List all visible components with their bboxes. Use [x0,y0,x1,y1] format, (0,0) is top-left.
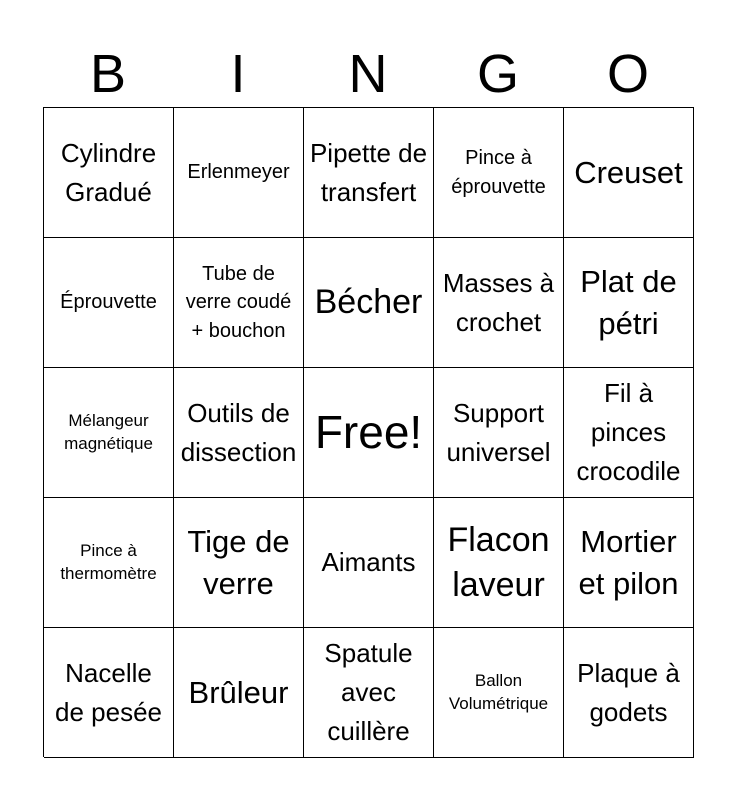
cell-label: Outils de dissection [180,397,297,467]
bingo-cell[interactable] [304,238,434,368]
cell-label: Nacelle de pesée [55,657,162,727]
bingo-cell[interactable] [434,628,564,758]
bingo-cell[interactable] [434,108,564,238]
bingo-cell[interactable] [44,238,174,368]
bingo-cell[interactable] [564,368,694,498]
cell-label: Pipette de transfert [309,137,428,207]
bingo-cell[interactable] [304,108,434,238]
cell-label: Ballon Volumétrique [448,670,549,713]
bingo-cell[interactable] [564,238,694,368]
bingo-cell[interactable] [44,498,174,628]
cell-label: Flacon laveur [447,521,550,604]
cell-label: Bécher [314,283,423,322]
bingo-cell[interactable] [564,498,694,628]
cell-label: Brûleur [188,674,289,710]
cell-label: Masses à crochet [442,267,555,337]
cell-label: Erlenmeyer [187,161,290,184]
cell-label: Éprouvette [60,291,157,314]
bingo-cell[interactable] [304,628,434,758]
cell-label: Plaque à godets [577,657,680,727]
cell-label: Cylindre Gradué [60,137,157,207]
free-cell[interactable] [304,368,434,498]
bingo-header [43,40,693,108]
bingo-cell[interactable] [44,368,174,498]
cell-label: Mortier et pilon [578,523,679,601]
cell-label: Pince à éprouvette [451,147,546,198]
bingo-cell[interactable] [434,498,564,628]
cell-label: Aimants [321,547,416,577]
header-letter-b: B [89,44,127,104]
cell-label: Fil à pinces crocodile [576,378,681,486]
bingo-cell[interactable] [304,498,434,628]
cell-label: Pince à thermomètre [60,540,157,583]
bingo-cell[interactable] [174,368,304,498]
bingo-cell[interactable] [434,368,564,498]
cell-label: Support universel [446,397,551,467]
bingo-cell[interactable] [44,628,174,758]
cell-label: Mélangeur magnétique [64,410,153,453]
cell-label: Spatule avec cuillère [324,638,413,746]
header-letter-o: O [606,44,649,104]
cell-label: Creuset [574,154,683,190]
bingo-cell[interactable] [174,108,304,238]
cell-label: Plat de pétri [580,263,677,341]
cell-label: Tige de verre [187,523,290,601]
header-letter-g: G [476,44,519,104]
bingo-cell[interactable] [174,498,304,628]
bingo-cell[interactable] [44,108,174,238]
header-letter-i: I [230,44,246,104]
bingo-cell[interactable] [174,238,304,368]
bingo-cell[interactable] [174,628,304,758]
header-letter-n: N [348,44,388,104]
bingo-cell[interactable] [434,238,564,368]
free-label: Free! [314,405,423,458]
bingo-cell[interactable] [564,628,694,758]
bingo-cell[interactable] [564,108,694,238]
cell-label: Tube de verre coudé + bouchon [185,262,292,342]
bingo-board [43,107,694,757]
